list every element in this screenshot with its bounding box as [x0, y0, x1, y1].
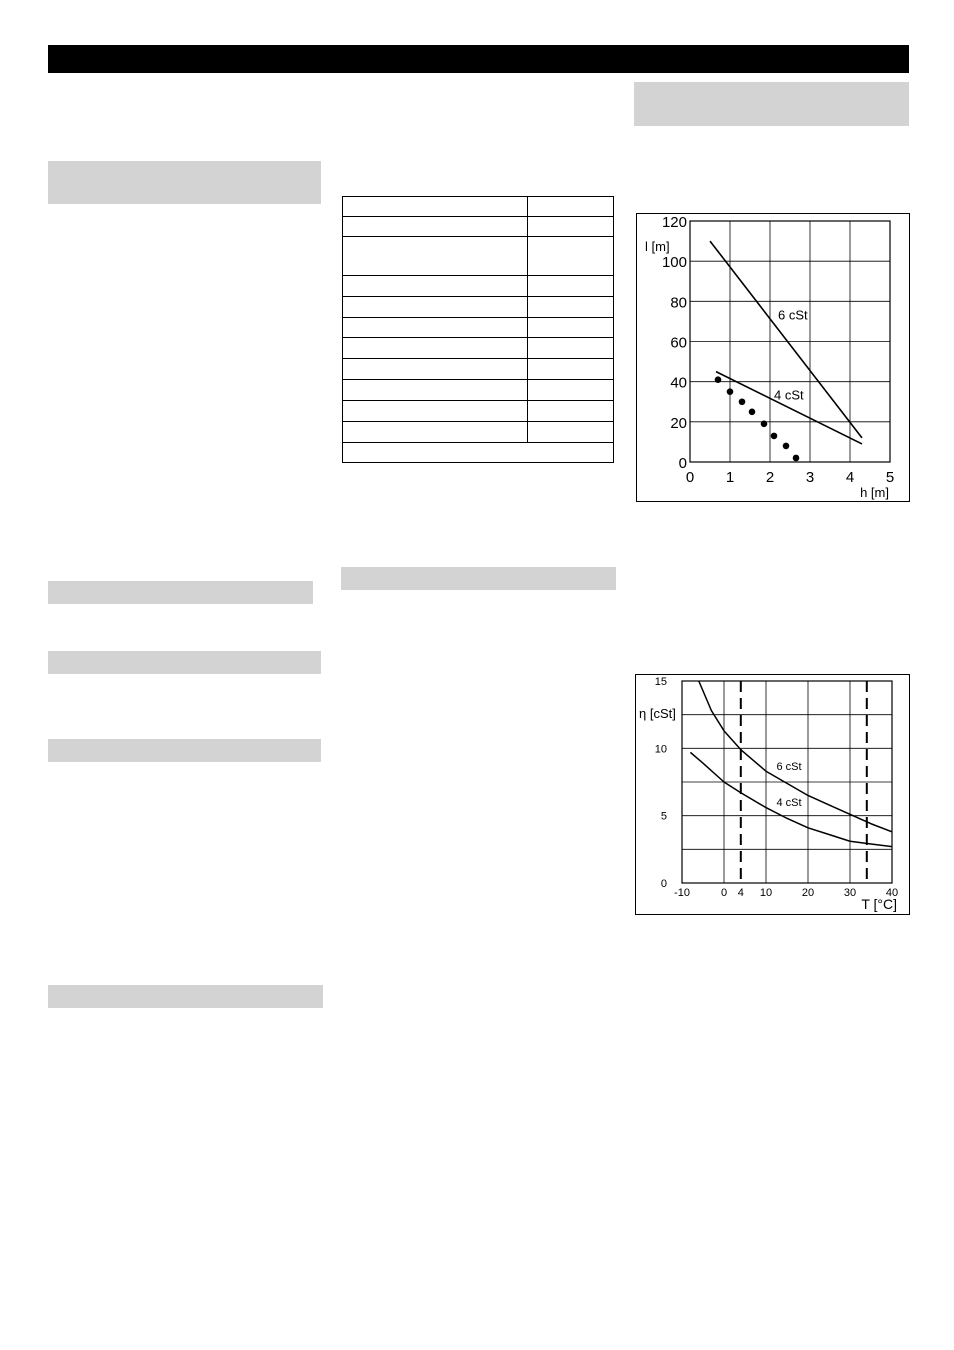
series-line-0	[710, 241, 862, 438]
table-row	[343, 380, 614, 401]
x-tick-label: -10	[674, 887, 690, 899]
data-point	[727, 388, 734, 395]
y-tick-label: 5	[660, 810, 667, 823]
x-tick-label: 5	[885, 469, 895, 486]
section-heading-bar	[48, 651, 321, 674]
x-tick-label: 30	[843, 887, 857, 899]
section-heading-bar	[48, 739, 321, 762]
data-point	[749, 408, 756, 415]
section-heading-bar	[634, 82, 909, 126]
table-row	[343, 338, 614, 359]
table-row	[343, 217, 614, 237]
series-line-1	[716, 372, 862, 444]
x-tick-label: 40	[885, 887, 899, 899]
table-cell	[528, 359, 614, 380]
section-heading-bar	[341, 567, 616, 590]
y-tick-label: 10	[654, 743, 667, 756]
table-row	[343, 401, 614, 422]
table-cell	[343, 443, 614, 463]
table-row	[343, 422, 614, 443]
data-point	[715, 376, 722, 383]
x-tick-label: 4	[737, 887, 744, 899]
table-row	[343, 276, 614, 297]
section-heading-bar	[48, 985, 323, 1008]
data-point	[739, 398, 746, 405]
y-axis-label: l [m]	[645, 239, 670, 254]
y-tick-label: 0	[660, 878, 667, 890]
series-label: 6 cSt	[778, 307, 808, 323]
table-row	[343, 197, 614, 217]
viscosity-chart	[636, 675, 909, 914]
table-cell	[343, 276, 528, 297]
table-row	[343, 359, 614, 380]
table-cell	[343, 217, 528, 237]
specifications-table	[342, 196, 614, 463]
viscosity-chart-frame	[635, 674, 910, 915]
data-point	[771, 433, 778, 440]
data-point	[793, 455, 800, 462]
table-row	[343, 318, 614, 338]
table-cell	[343, 401, 528, 422]
x-tick-label: 2	[765, 469, 775, 486]
data-point	[761, 421, 768, 428]
table-cell	[528, 401, 614, 422]
table-cell	[528, 237, 614, 276]
header-bar	[48, 45, 909, 73]
table-cell	[528, 318, 614, 338]
x-tick-label: 20	[801, 887, 815, 899]
y-tick-label: 40	[670, 374, 687, 392]
data-point	[783, 443, 790, 450]
x-tick-label: 0	[685, 469, 695, 486]
y-axis-label: η [cSt]	[639, 706, 676, 721]
series-label: 4 cSt	[774, 387, 804, 403]
y-tick-label: 20	[670, 414, 687, 432]
section-heading-bar	[48, 581, 313, 604]
table-cell	[343, 297, 528, 318]
series-label: 6 cSt	[776, 760, 802, 773]
line-length-chart-frame	[636, 213, 910, 502]
table-cell	[343, 422, 528, 443]
table-cell	[528, 422, 614, 443]
y-tick-label: 0	[678, 455, 687, 472]
y-tick-label: 60	[670, 334, 687, 352]
table-cell	[343, 197, 528, 217]
section-heading-bar	[48, 161, 321, 204]
table-row	[343, 237, 614, 276]
table-row	[343, 297, 614, 318]
y-tick-label: 15	[654, 676, 667, 688]
series-label: 4 cSt	[776, 797, 802, 810]
table-cell	[528, 217, 614, 237]
table-cell	[343, 380, 528, 401]
x-tick-label: 4	[845, 469, 855, 486]
y-tick-label: 100	[661, 254, 687, 272]
table-cell	[528, 297, 614, 318]
table-cell	[343, 338, 528, 359]
x-axis-label: h [m]	[860, 485, 889, 500]
x-tick-label: 10	[759, 887, 773, 899]
table-cell	[528, 276, 614, 297]
table-cell	[528, 197, 614, 217]
x-tick-label: 0	[720, 887, 728, 899]
x-tick-label: 3	[805, 469, 815, 486]
table-row	[343, 443, 614, 463]
y-tick-label: 120	[661, 214, 687, 231]
x-axis-label: T [°C]	[861, 896, 897, 912]
table-cell	[528, 338, 614, 359]
table-cell	[343, 237, 528, 276]
line-length-chart	[637, 214, 909, 501]
y-tick-label: 80	[670, 294, 687, 312]
table-cell	[343, 318, 528, 338]
table-cell	[343, 359, 528, 380]
x-tick-label: 1	[725, 469, 735, 486]
table-cell	[528, 380, 614, 401]
